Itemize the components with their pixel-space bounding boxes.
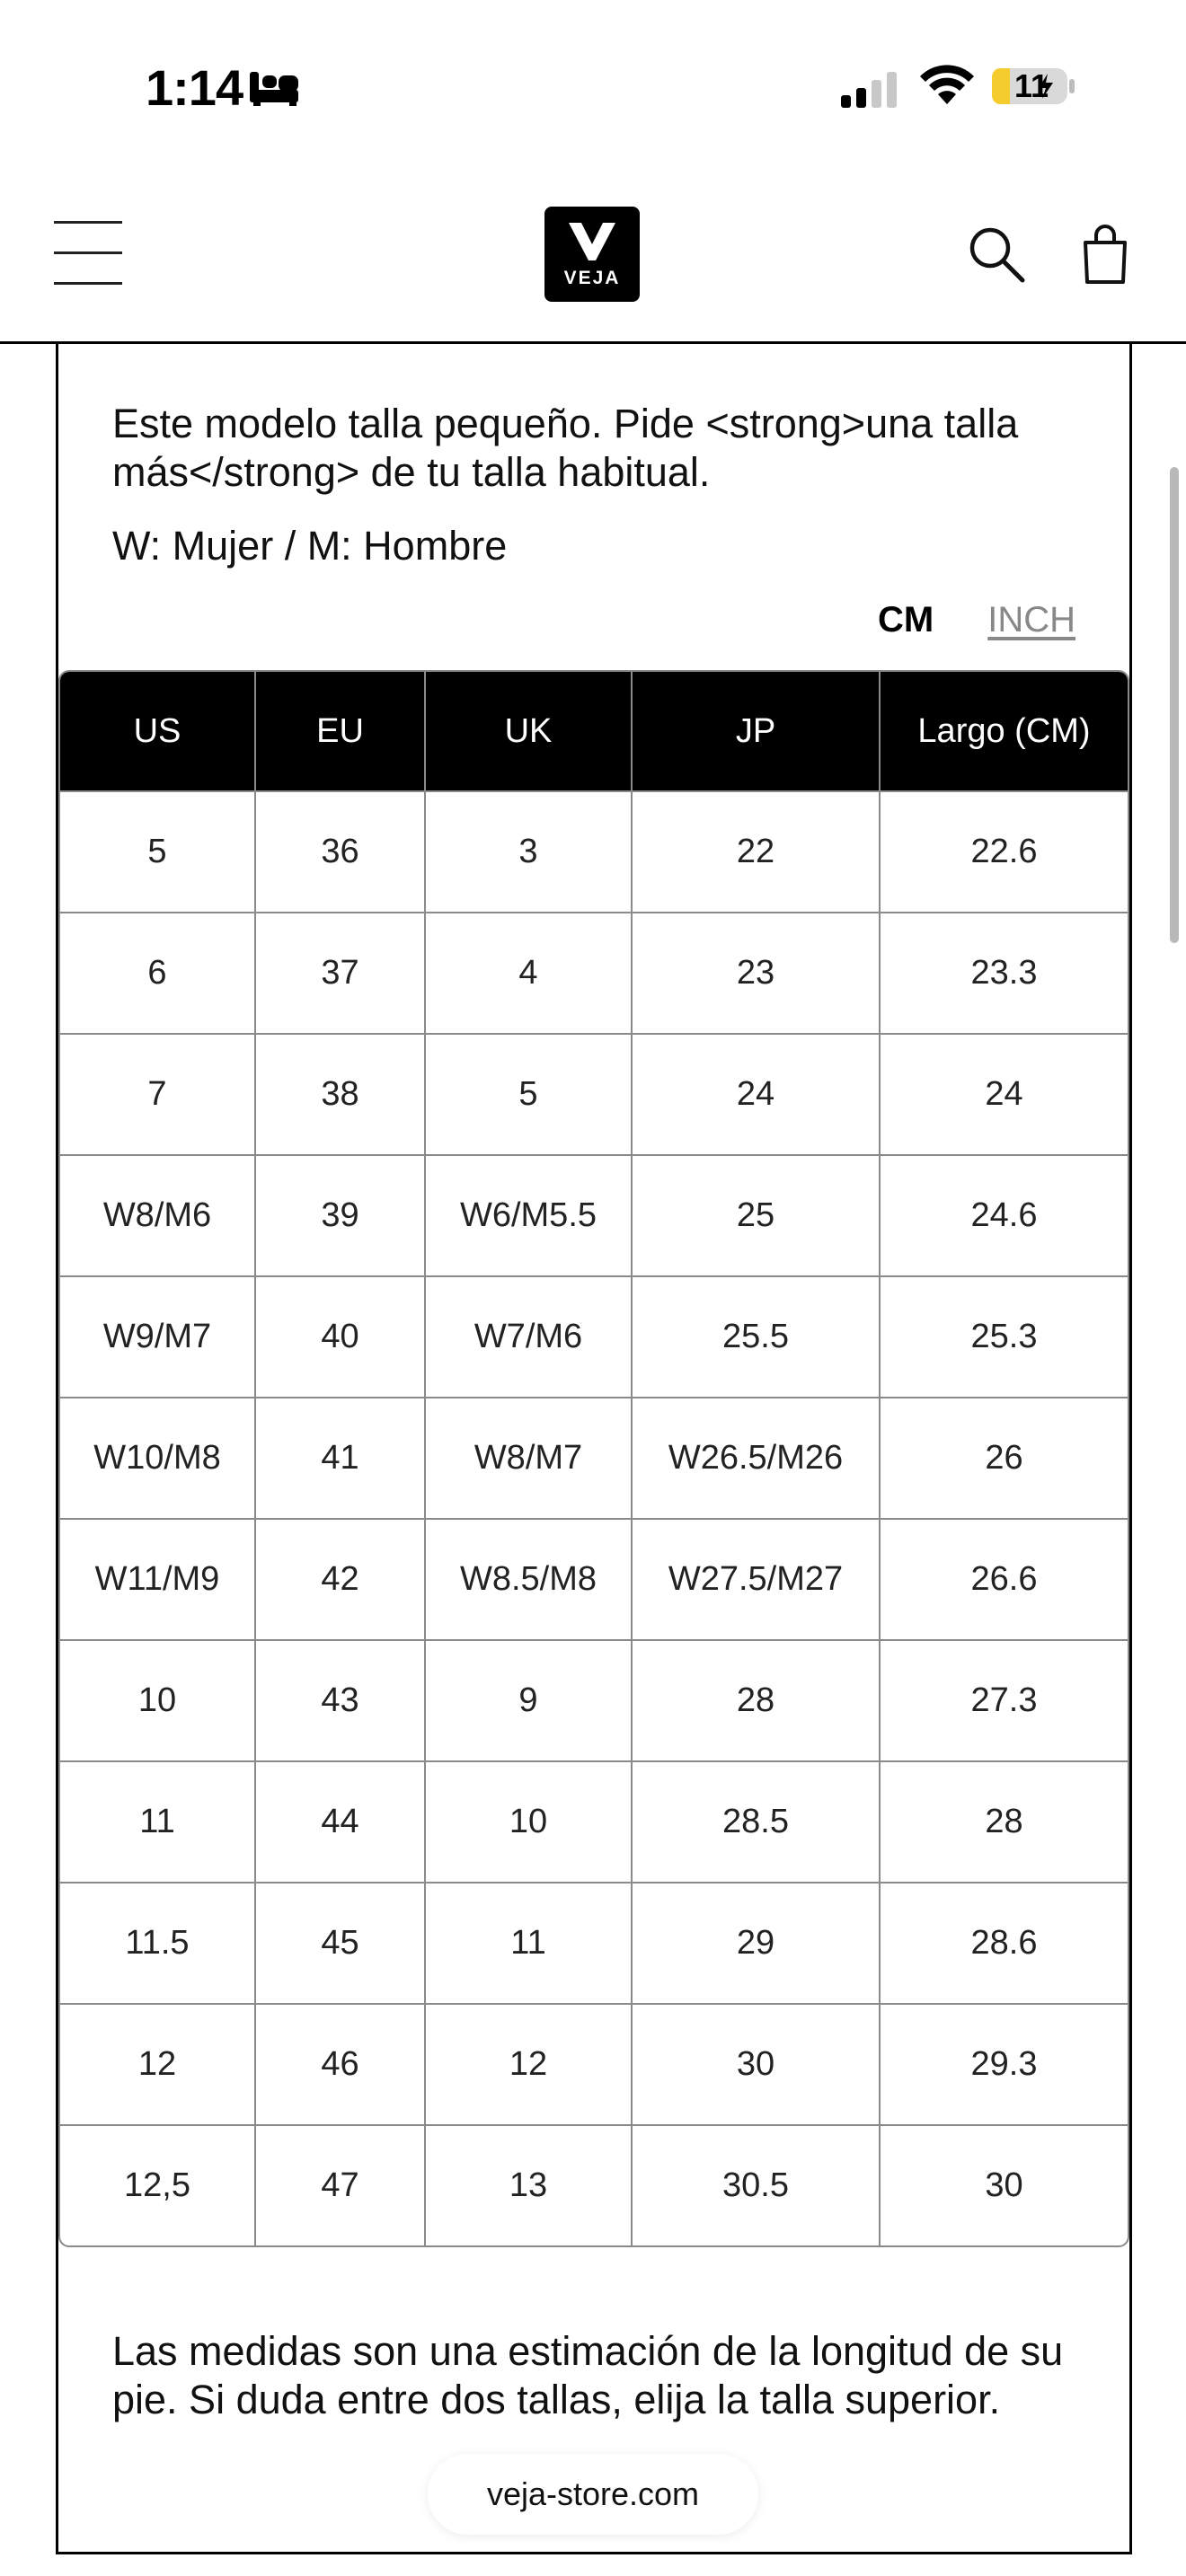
cell-uk: 9 [426, 1639, 633, 1760]
cell-eu: 46 [256, 2003, 426, 2124]
status-time: 1:14 [146, 59, 243, 116]
table-row [60, 1882, 1128, 2003]
table-row [60, 1397, 1128, 1518]
cell-uk: 4 [426, 912, 633, 1033]
table-row [60, 1033, 1128, 1154]
status-bar [0, 0, 1186, 171]
table-row [60, 1154, 1128, 1275]
table-row [60, 912, 1128, 1033]
cell-length: 28.6 [881, 1882, 1128, 2003]
cell-uk: 13 [426, 2124, 633, 2245]
cell-uk: 12 [426, 2003, 633, 2124]
browser-url-bar[interactable]: veja-store.com [428, 2454, 758, 2535]
cell-jp: 23 [633, 912, 881, 1033]
cell-length: 26.6 [881, 1518, 1128, 1639]
cell-uk: 10 [426, 1760, 633, 1882]
cell-uk: 3 [426, 790, 633, 912]
cell-eu: 43 [256, 1639, 426, 1760]
signal-icon [839, 72, 900, 108]
column-header-us: US [60, 672, 256, 790]
cell-us: W10/M8 [60, 1397, 256, 1518]
cell-us: 12,5 [60, 2124, 256, 2245]
cell-us: 5 [60, 790, 256, 912]
cell-jp: 24 [633, 1033, 881, 1154]
cell-length: 25.3 [881, 1275, 1128, 1397]
unit-cm-option[interactable]: CM [878, 600, 934, 640]
gender-legend: W: Mujer / M: Hombre [112, 523, 508, 569]
cell-us: 6 [60, 912, 256, 1033]
cell-length: 24.6 [881, 1154, 1128, 1275]
cell-length: 29.3 [881, 2003, 1128, 2124]
search-icon [967, 225, 1026, 284]
unit-toggle [878, 597, 1075, 642]
cell-uk: W8.5/M8 [426, 1518, 633, 1639]
veja-logo[interactable] [544, 207, 640, 302]
cell-us: 10 [60, 1639, 256, 1760]
cell-length: 24 [881, 1033, 1128, 1154]
column-header-uk: UK [426, 672, 633, 790]
cell-jp: 30.5 [633, 2124, 881, 2245]
cell-jp: 25 [633, 1154, 881, 1275]
size-table [58, 670, 1129, 2247]
cell-us: W8/M6 [60, 1154, 256, 1275]
cell-us: W11/M9 [60, 1518, 256, 1639]
logo-text: VEJA [563, 268, 621, 288]
cell-us: 11 [60, 1760, 256, 1882]
cell-uk: W6/M5.5 [426, 1154, 633, 1275]
sleep-icon [248, 68, 300, 106]
shopping-bag-button[interactable] [1078, 225, 1132, 286]
table-row [60, 1639, 1128, 1760]
search-button[interactable] [967, 225, 1026, 284]
cell-length: 27.3 [881, 1639, 1128, 1760]
cell-uk: W8/M7 [426, 1397, 633, 1518]
cell-eu: 45 [256, 1882, 426, 2003]
column-header-eu: EU [256, 672, 426, 790]
cell-us: 11.5 [60, 1882, 256, 2003]
size-guide-panel [56, 344, 1132, 2554]
column-header-jp: JP [633, 672, 881, 790]
table-row [60, 1760, 1128, 1882]
table-row [60, 1518, 1128, 1639]
unit-inch-option[interactable]: INCH [987, 600, 1075, 640]
cell-eu: 36 [256, 790, 426, 912]
shopping-bag-icon [1078, 225, 1132, 286]
table-row [60, 1275, 1128, 1397]
table-row [60, 2003, 1128, 2124]
cell-length: 23.3 [881, 912, 1128, 1033]
fit-note: Este modelo talla pequeño. Pide <strong>una talla más</strong> de tu talla habitual. [112, 401, 1019, 495]
cell-eu: 39 [256, 1154, 426, 1275]
cell-us: W9/M7 [60, 1275, 256, 1397]
cell-jp: 22 [633, 790, 881, 912]
panel-divider [56, 2552, 1132, 2554]
scrollbar-thumb[interactable] [1170, 467, 1179, 943]
site-header [0, 171, 1186, 344]
cell-jp: W26.5/M26 [633, 1397, 881, 1518]
table-row [60, 790, 1128, 912]
cell-jp: 25.5 [633, 1275, 881, 1397]
cell-length: 30 [881, 2124, 1128, 2245]
cell-us: 12 [60, 2003, 256, 2124]
cell-jp: 30 [633, 2003, 881, 2124]
cell-jp: 28 [633, 1639, 881, 1760]
cell-length: 26 [881, 1397, 1128, 1518]
cell-eu: 38 [256, 1033, 426, 1154]
cell-jp: 28.5 [633, 1760, 881, 1882]
cell-uk: 11 [426, 1882, 633, 2003]
table-header-row [60, 672, 1128, 790]
veja-logo-mark-icon [565, 219, 619, 264]
cell-us: 7 [60, 1033, 256, 1154]
cell-eu: 37 [256, 912, 426, 1033]
cell-jp: W27.5/M27 [633, 1518, 881, 1639]
cell-eu: 44 [256, 1760, 426, 1882]
cell-uk: W7/M6 [426, 1275, 633, 1397]
cell-length: 22.6 [881, 790, 1128, 912]
cell-jp: 29 [633, 1882, 881, 2003]
column-header-length: Largo (CM) [881, 672, 1128, 790]
cell-length: 28 [881, 1760, 1128, 1882]
measurement-disclaimer: Las medidas son una estimación de la longitud de su pie. Si duda entre dos tallas, elija la talla superior. [112, 2328, 1064, 2422]
cell-uk: 5 [426, 1033, 633, 1154]
battery-level: 11 [1013, 67, 1049, 104]
wifi-icon [918, 65, 976, 108]
table-row [60, 2124, 1128, 2245]
cell-eu: 42 [256, 1518, 426, 1639]
cell-eu: 47 [256, 2124, 426, 2245]
cell-eu: 40 [256, 1275, 426, 1397]
cell-eu: 41 [256, 1397, 426, 1518]
hamburger-menu-button[interactable] [50, 221, 126, 286]
